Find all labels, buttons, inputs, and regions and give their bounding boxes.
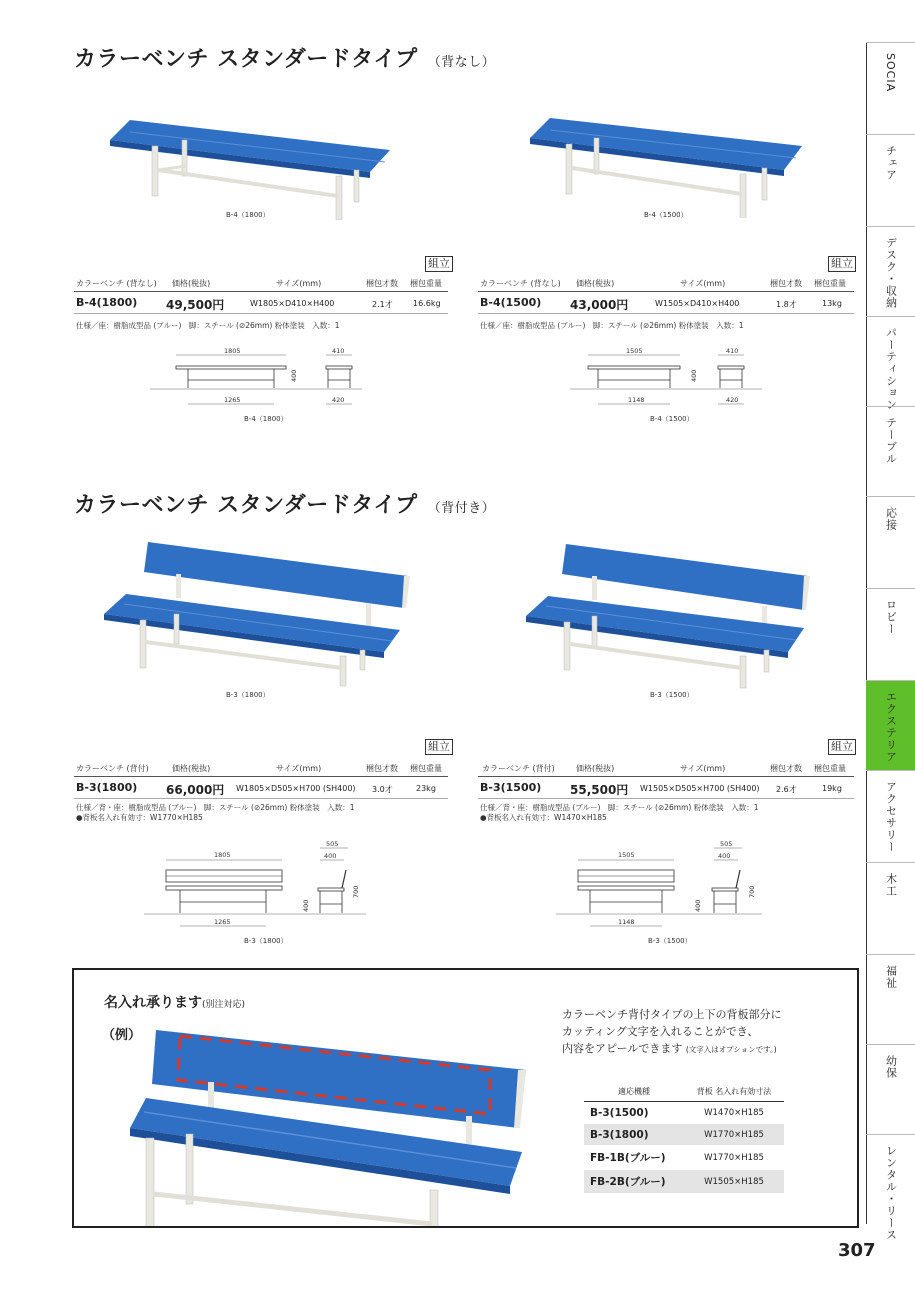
sidebar-item-accessory[interactable]: アクセサリー [866, 770, 915, 862]
svg-text:420: 420 [332, 396, 345, 404]
svg-text:400: 400 [290, 369, 298, 382]
size: W1805×D505×H700 (SH400) [236, 784, 356, 793]
table-row: FB-1B(ブルー) W1770×H185 [584, 1146, 784, 1170]
svg-text:1805: 1805 [224, 347, 241, 355]
sidebar-item-lobby[interactable]: ロビー [866, 588, 915, 680]
dimension-drawing-b4-1500 [570, 344, 770, 410]
divider [74, 313, 448, 314]
price: 43,000円 [570, 298, 629, 312]
svg-text:700: 700 [352, 885, 360, 898]
photo-caption: B-4（1500） [644, 211, 688, 219]
dimension-drawing-b4-1800 [150, 344, 370, 410]
divider [74, 291, 448, 292]
size: W1505×D505×H700 (SH400) [640, 784, 760, 793]
size: W1805×D410×H400 [250, 299, 335, 308]
divider [478, 798, 854, 799]
spec-header: カラーベンチ (背なし) [480, 279, 561, 288]
spec-header: 梱包才数 [770, 764, 802, 773]
section1-title: カラーベンチ スタンダードタイプ （背なし） [74, 47, 496, 72]
sidebar-item-socia[interactable]: SOCIA [866, 42, 915, 134]
table-header: 背板 名入れ有効寸法 [684, 1082, 784, 1102]
spec-header: カラーベンチ (背付) [482, 764, 555, 773]
table-row: FB-2B(ブルー) W1505×H185 [584, 1170, 784, 1194]
sidebar-item-partition[interactable]: パーティション [866, 316, 915, 406]
svg-text:700: 700 [748, 885, 756, 898]
volume: 3.0才 [372, 785, 393, 794]
divider [74, 776, 448, 777]
sidebar-item-welfare[interactable]: 福祉 [866, 954, 915, 1044]
table-header: 適応機種 [584, 1082, 684, 1102]
weight: 23kg [416, 784, 436, 793]
spec-header: 価格(税抜) [172, 279, 211, 288]
sidebar-item-nursery[interactable]: 幼保 [866, 1044, 915, 1134]
svg-text:1265: 1265 [224, 396, 241, 404]
name-engraving-box [72, 968, 859, 1228]
assembly-tag: 組立 [425, 739, 453, 755]
name-box-description: カラーベンチ背付タイプの上下の背板部分に カッティング文字を入れることができ、 内容をアピールできます (文字入はオプションです。) [562, 1008, 782, 1055]
svg-text:400: 400 [718, 852, 731, 860]
sidebar-item-exterior[interactable]: エクステリア [866, 680, 915, 770]
svg-text:400: 400 [324, 852, 337, 860]
sidebar-item-reception[interactable]: 応接 [866, 496, 915, 588]
spec-note: 仕様／背・座：樹脂成型品 (ブルー) 脚：スチール (⊘26mm) 粉体塗装 入数：1 [480, 803, 759, 812]
svg-text:410: 410 [726, 347, 739, 355]
dimension-drawing-b3-1500 [556, 840, 770, 932]
example-label: （例） [102, 1028, 142, 1043]
spec-header: カラーベンチ (背付) [76, 764, 149, 773]
divider [478, 291, 854, 292]
spec-note: ●背板名入れ有効寸：W1470×H185 [480, 813, 607, 822]
name-box-title: 名入れ承ります(別注対応) [104, 995, 246, 1011]
volume: 2.6才 [776, 785, 797, 794]
svg-text:410: 410 [332, 347, 345, 355]
spec-header: 梱包重量 [814, 764, 846, 773]
spec-header: 梱包才数 [366, 279, 398, 288]
sidebar-item-desk[interactable]: デスク・収納 [866, 226, 915, 316]
svg-text:1505: 1505 [618, 851, 635, 859]
divider [478, 313, 854, 314]
photo-caption: B-4（1800） [226, 211, 270, 219]
model-number: B-4(1800) [76, 296, 138, 309]
svg-text:1148: 1148 [628, 396, 645, 404]
spec-header: 梱包重量 [814, 279, 846, 288]
photo-caption: B-3（1800） [226, 691, 270, 699]
spec-header: サイズ(mm) [276, 764, 322, 773]
spec-header: 梱包重量 [410, 279, 442, 288]
sidebar-item-chair[interactable]: チェア [866, 134, 915, 226]
svg-text:400: 400 [302, 899, 310, 912]
spec-header: カラーベンチ (背なし) [76, 279, 157, 288]
spec-note: 仕様／座：樹脂成型品 (ブルー) 脚：スチール (⊘26mm) 粉体塗装 入数：1 [480, 321, 744, 330]
size: W1505×D410×H400 [655, 299, 740, 308]
spec-note: 仕様／背・座：樹脂成型品 (ブルー) 脚：スチール (⊘26mm) 粉体塗装 入数：1 [76, 803, 355, 812]
price: 49,500円 [166, 298, 225, 312]
bench-photo-b4-1800 [110, 110, 410, 220]
svg-text:505: 505 [326, 840, 339, 848]
sidebar-item-rental[interactable]: レンタル・リース [866, 1134, 915, 1224]
svg-text:1505: 1505 [626, 347, 643, 355]
price: 55,500円 [570, 783, 629, 797]
spec-header: 梱包才数 [770, 279, 802, 288]
assembly-tag: 組立 [828, 256, 856, 272]
svg-text:400: 400 [694, 899, 702, 912]
table-row: B-3(1500) W1470×H185 [584, 1102, 784, 1124]
weight: 19kg [822, 784, 842, 793]
spec-header: サイズ(mm) [276, 279, 322, 288]
bench-photo-b4-1500 [530, 108, 820, 218]
svg-text:1148: 1148 [618, 918, 635, 926]
spec-header: サイズ(mm) [680, 279, 726, 288]
bench-photo-b3-1500 [526, 540, 816, 690]
model-number: B-3(1800) [76, 781, 138, 794]
page-number: 307 [838, 1240, 876, 1261]
weight: 13kg [822, 299, 842, 308]
weight: 16.6kg [413, 299, 441, 308]
bench-example-photo [130, 1024, 530, 1228]
svg-text:400: 400 [690, 369, 698, 382]
drawing-caption: B-4（1500） [650, 415, 694, 423]
spec-header: 価格(税抜) [576, 764, 615, 773]
bench-photo-b3-1800 [104, 538, 414, 688]
volume: 1.8才 [776, 300, 797, 309]
drawing-caption: B-3（1500） [648, 937, 692, 945]
spec-note: 仕様／座：樹脂成型品 (ブルー) 脚：スチール (⊘26mm) 粉体塗装 入数：1 [76, 321, 340, 330]
divider [478, 776, 854, 777]
spec-header: 梱包才数 [366, 764, 398, 773]
drawing-caption: B-4（1800） [244, 415, 288, 423]
section2-title: カラーベンチ スタンダードタイプ （背付き） [74, 493, 496, 518]
spec-header: 梱包重量 [410, 764, 442, 773]
svg-text:420: 420 [726, 396, 739, 404]
volume: 2.1才 [372, 300, 393, 309]
table-row: B-3(1800) W1770×H185 [584, 1124, 784, 1146]
assembly-tag: 組立 [828, 739, 856, 755]
drawing-caption: B-3（1800） [244, 937, 288, 945]
divider [74, 798, 448, 799]
photo-caption: B-3（1500） [650, 691, 694, 699]
sidebar-item-woodwork[interactable]: 木工 [866, 862, 915, 954]
price: 66,000円 [166, 783, 225, 797]
spec-header: サイズ(mm) [680, 764, 726, 773]
model-size-table [584, 1082, 784, 1194]
spec-header: 価格(税抜) [172, 764, 211, 773]
svg-text:1805: 1805 [214, 851, 231, 859]
dimension-drawing-b3-1800 [144, 840, 374, 932]
sidebar-item-table[interactable]: テーブル [866, 406, 915, 496]
assembly-tag: 組立 [425, 256, 453, 272]
svg-text:505: 505 [720, 840, 733, 848]
spec-header: 価格(税抜) [576, 279, 615, 288]
svg-text:1265: 1265 [214, 918, 231, 926]
model-number: B-3(1500) [480, 781, 542, 794]
model-number: B-4(1500) [480, 296, 542, 309]
spec-note: ●背板名入れ有効寸：W1770×H185 [76, 813, 203, 822]
